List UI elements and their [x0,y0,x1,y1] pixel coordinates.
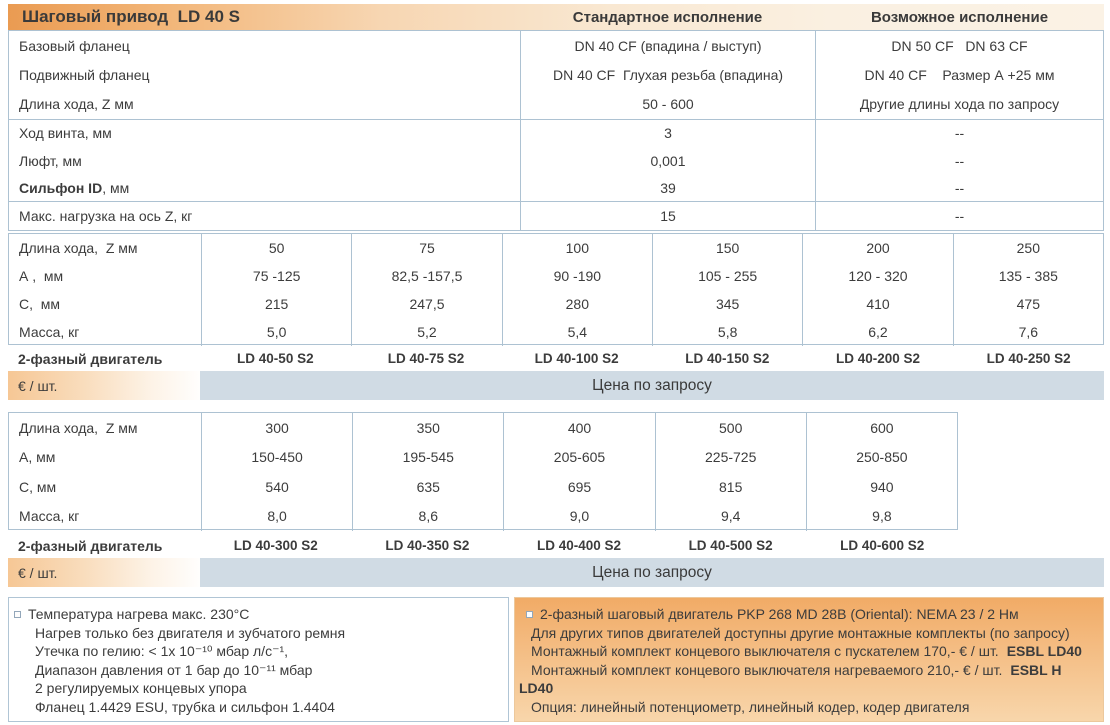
table-cell: 410 [802,290,952,318]
spec-row [9,175,1103,203]
motor-row-2 [8,533,958,558]
product-code: ESBL H [1010,661,1062,678]
motor-model: LD 40-500 S2 [688,538,773,553]
spec-possible-value: -- [815,202,1103,230]
spec-possible-value: Другие длины хода по запросу [815,90,1103,119]
note-line [519,605,1097,624]
header-band [8,4,1104,30]
spec-label: Макс. нагрузка на ось Z, кг [19,208,193,224]
spec-possible-value: -- [815,175,1103,202]
spec-possible-value: -- [815,120,1103,148]
note-line [9,605,500,624]
note-text: Температура нагрева макс. 230°C [28,606,250,622]
spec-row [9,31,1103,61]
table-cell: 695 [503,472,654,502]
table-cell: 8,0 [201,502,352,532]
spec-standard-value: DN 40 CF (впадина / выступ) [520,31,815,61]
square-bullet-icon [526,611,533,618]
motor-model: LD 40-200 S2 [835,351,921,366]
table-cell: 635 [352,472,503,502]
table-cell: 75 -125 [201,262,351,290]
table-cell: 400 [503,413,654,443]
table-cell: 200 [802,234,952,262]
table-cell: 940 [806,472,957,502]
motor-model: LD 40-75 S2 [387,351,465,366]
table-row-stroke [9,413,957,443]
notes-box-left [8,597,509,722]
spec-label: Подвижный фланец [19,67,150,84]
table-cell: 5,8 [652,318,802,346]
note-line [519,642,1097,661]
price-row-2 [8,558,1104,587]
spec-row [9,120,1103,148]
note-line: Фланец 1.4429 ESU, трубка и сильфон 1.4404 [35,698,335,715]
table-cell: 9,8 [806,502,957,532]
motor-model: LD 40-150 S2 [685,351,770,366]
spec-standard-value: 15 [520,202,815,230]
spec-standard-value: 0,001 [520,147,815,175]
spec-label: Люфт, мм [19,152,82,169]
table-cell: 90 -190 [502,262,652,290]
column-header-possible: Возможное исполнение [870,8,1049,26]
motor-model: LD 40-600 S2 [840,538,925,553]
table-cell: 815 [655,472,806,502]
motor-row-label: 2-фазный двигатель [18,350,163,367]
note-line: Диапазон давления от 1 бар до 10⁻¹¹ мбар [35,661,313,678]
table-cell: 9,0 [503,502,654,532]
spec-possible-value: DN 40 CF Размер А +25 мм [815,61,1103,91]
note-line: 2 регулируемых концевых упора [35,680,247,697]
note-text: 2-фазный шаговый двигатель PKP 268 MD 28B (Oriental): NEMA 23 / 2 Нм [540,606,1019,622]
table-row-c [9,290,1103,318]
dimensions-table-2 [8,412,958,530]
row-label: Масса, кг [19,324,80,340]
spec-table [8,30,1104,231]
table-cell: 9,4 [655,502,806,532]
table-cell: 5,0 [201,318,351,346]
note-line: Нагрев только без двигателя и зубчатого ремня [35,624,346,641]
table-cell: 280 [502,290,652,318]
table-cell: 247,5 [351,290,501,318]
note-line: Для других типов двигателей доступны другие монтажные комплекты (по запросу) [531,624,1070,641]
table-row-a [9,443,957,473]
price-on-request-band: Цена по запросу [200,371,1104,400]
table-cell: 195-545 [352,443,503,473]
price-row-1 [8,371,1104,400]
motor-model: LD 40-100 S2 [534,351,619,366]
table-cell: 75 [351,234,501,262]
spec-row [9,61,1103,91]
table-cell: 150-450 [201,443,352,473]
table-cell: 5,4 [502,318,652,346]
price-unit-label: € / шт. [8,558,200,587]
row-label: Длина хода, Z мм [19,419,138,436]
price-on-request-band: Цена по запросу [200,558,1104,587]
page-title: Шаговый привод LD 40 S [22,7,241,26]
product-code-wrapped: LD40 [519,680,554,697]
motor-row-1 [8,346,1104,371]
table-cell: 5,2 [351,318,501,346]
table-row-a [9,262,1103,290]
spec-label: Ход винта, мм [19,125,112,142]
spec-label [9,175,520,202]
table-cell: 540 [201,472,352,502]
note-text: Монтажный комплект концевого выключателя с пускателем 170,- € / шт. [531,643,999,660]
spec-label: Базовый фланец [19,37,130,54]
table-cell: 82,5 -157,5 [351,262,501,290]
row-label: Длина хода, Z мм [19,240,138,256]
table-row-stroke [9,234,1103,262]
table-cell: 250 [953,234,1103,262]
spec-row [9,147,1103,175]
price-unit-label: € / шт. [8,371,200,400]
table-cell: 8,6 [352,502,503,532]
product-code: ESBL LD40 [1006,643,1082,660]
note-text: Монтажный комплект концевого выключателя нагреваемого 210,- € / шт. [531,661,1003,678]
table-cell: 600 [806,413,957,443]
table-cell: 475 [953,290,1103,318]
table-cell: 345 [652,290,802,318]
table-cell: 100 [502,234,652,262]
motor-model: LD 40-300 S2 [233,538,318,553]
spec-row [9,202,1103,230]
note-line: Опция: линейный потенциометр, линейный кодер, кодер двигателя [531,698,970,715]
spec-label: Длина хода, Z мм [19,96,134,113]
spec-row [9,90,1103,120]
spec-standard-value: 50 - 600 [520,90,815,119]
dimensions-table-1 [8,233,1104,345]
motor-model: LD 40-250 S2 [986,351,1071,366]
row-label: С, мм [19,478,57,495]
table-row-mass [9,318,1103,346]
table-row-mass [9,502,957,532]
motor-model: LD 40-400 S2 [536,538,622,553]
note-line: Утечка по гелию: < 1x 10⁻¹⁰ мбар л/с⁻¹, [35,643,289,660]
note-line [519,661,1097,680]
notes-box-right [514,597,1104,722]
table-cell: 205-605 [503,443,654,473]
spec-possible-value: DN 50 CF DN 63 CF [815,31,1103,61]
row-label: А, мм [19,449,56,466]
table-cell: 300 [201,413,352,443]
table-cell: 135 - 385 [953,262,1103,290]
table-cell: 120 - 320 [802,262,952,290]
row-label: С, мм [19,296,61,312]
table-cell: 50 [201,234,351,262]
table-cell: 150 [652,234,802,262]
square-bullet-icon [14,611,21,618]
motor-row-label: 2-фазный двигатель [18,537,163,554]
spec-label-rest: , мм [102,179,130,196]
table-cell: 250-850 [806,443,957,473]
spec-standard-value: 3 [520,120,815,148]
motor-model: LD 40-350 S2 [385,538,470,553]
table-cell: 7,6 [953,318,1103,346]
motor-model: LD 40-50 S2 [237,351,314,366]
spec-standard-value: DN 40 CF Глухая резьба (впадина) [520,61,815,91]
table-cell: 350 [352,413,503,443]
table-cell: 500 [655,413,806,443]
table-cell: 215 [201,290,351,318]
row-label: Масса, кг [19,508,80,525]
spec-possible-value: -- [815,147,1103,175]
table-cell: 6,2 [802,318,952,346]
spec-label-bold: Сильфон ID [19,179,103,196]
row-label: А , мм [19,268,64,284]
spec-standard-value: 39 [520,175,815,202]
table-cell: 225-725 [655,443,806,473]
table-row-c [9,472,957,502]
column-header-standard: Стандартное исполнение [572,8,763,26]
table-cell: 105 - 255 [652,262,802,290]
